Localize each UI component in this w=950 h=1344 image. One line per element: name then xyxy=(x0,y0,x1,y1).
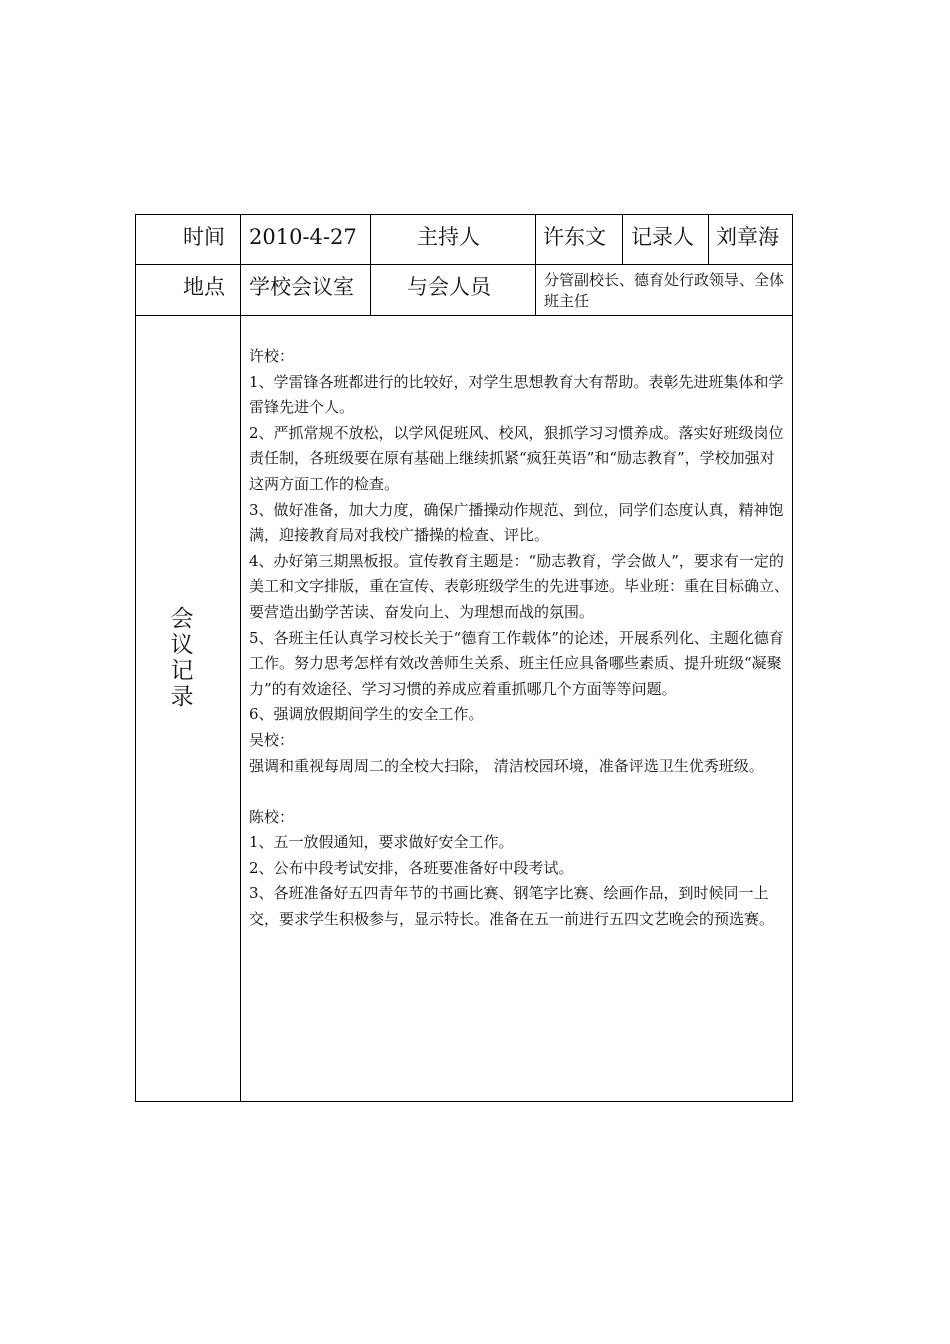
record-line: 6、强调放假期间学生的安全工作。 xyxy=(249,705,484,724)
record-line: 1、学雷锋各班都进行的比较好，对学生思想教育大有帮助。表彰先进班集体和学雷锋先进个人。 xyxy=(249,372,784,417)
divider-row1 xyxy=(135,264,793,265)
place-value: 学校会议室 xyxy=(249,275,354,299)
side-char: 议 xyxy=(170,632,194,658)
divider-col4 xyxy=(622,214,623,265)
divider-col5 xyxy=(708,214,709,265)
record-line: 陈校： xyxy=(249,807,295,826)
recorder-value: 刘章海 xyxy=(716,225,779,249)
attendees-value: 分管副校长、德育处行政领导、全体班主任 xyxy=(544,271,785,310)
record-line: 3、各班准备好五四青年节的书画比赛、钢笔字比赛、绘画作品，到时候同一上交，要求学生积极参与，显示特长。准备在五一前进行五四文艺晚会的预选赛。 xyxy=(249,884,775,929)
host-value: 许东文 xyxy=(543,225,606,249)
time-label: 时间 xyxy=(183,225,225,249)
record-line: 3、做好准备，加大力度，确保广播操动作规范、到位，同学们态度认真，精神饱满，迎接教育局对我校广播操的检查、评比。 xyxy=(249,500,784,545)
divider-row2 xyxy=(135,315,793,316)
meeting-record-body xyxy=(249,344,789,933)
recorder-label: 记录人 xyxy=(631,225,694,249)
divider-col3 xyxy=(535,214,536,316)
record-line: 许校： xyxy=(249,347,295,365)
record-line: 1、五一放假通知，要求做好安全工作。 xyxy=(249,833,514,852)
record-line: 4、办好第三期黑板报。宣传教育主题是：“励志教育，学会做人”，要求有一定的美工和文字排版，重在宣传、表彰班级学生的先进事迹。毕业班：重在目标确立、要营造出勤学苦读、奋发向上、为理想而战的氛围。 xyxy=(249,551,790,621)
place-label: 地点 xyxy=(183,275,225,299)
record-line: 5、各班主任认真学习校长关于“德育工作载体”的论述，开展系列化、主题化德育工作。努力思考怎样有效改善师生关系、班主任应具备哪些素质、提升班级“凝聚力”的有效途径、学习习惯的养成应着重抓哪几个方面等等问题。 xyxy=(249,628,784,698)
divider-col1 xyxy=(240,214,241,1102)
record-line: 吴校： xyxy=(249,730,295,749)
record-line: 2、严抓常规不放松，以学风促班风、校风，狠抓学习习惯养成。落实好班级岗位责任制，各班级要在原有基础上继续抓紧“疯狂英语”和“励志教育”，学校加强对这两方面工作的检查。 xyxy=(249,423,784,493)
time-value: 2010-4-27 xyxy=(249,225,357,249)
divider-col2 xyxy=(370,214,371,316)
attendees-label: 与会人员 xyxy=(407,275,491,299)
blank-line xyxy=(249,779,789,805)
meeting-record-label xyxy=(168,606,196,710)
side-char: 会 xyxy=(170,606,194,632)
record-line: 2、公布中段考试安排，各班要准备好中段考试。 xyxy=(249,858,574,877)
side-char: 记 xyxy=(170,658,194,684)
side-char: 录 xyxy=(170,684,194,710)
host-label: 主持人 xyxy=(417,225,480,249)
record-line: 强调和重视每周周二的全校大扫除， 清洁校园环境，准备评选卫生优秀班级。 xyxy=(249,756,764,775)
